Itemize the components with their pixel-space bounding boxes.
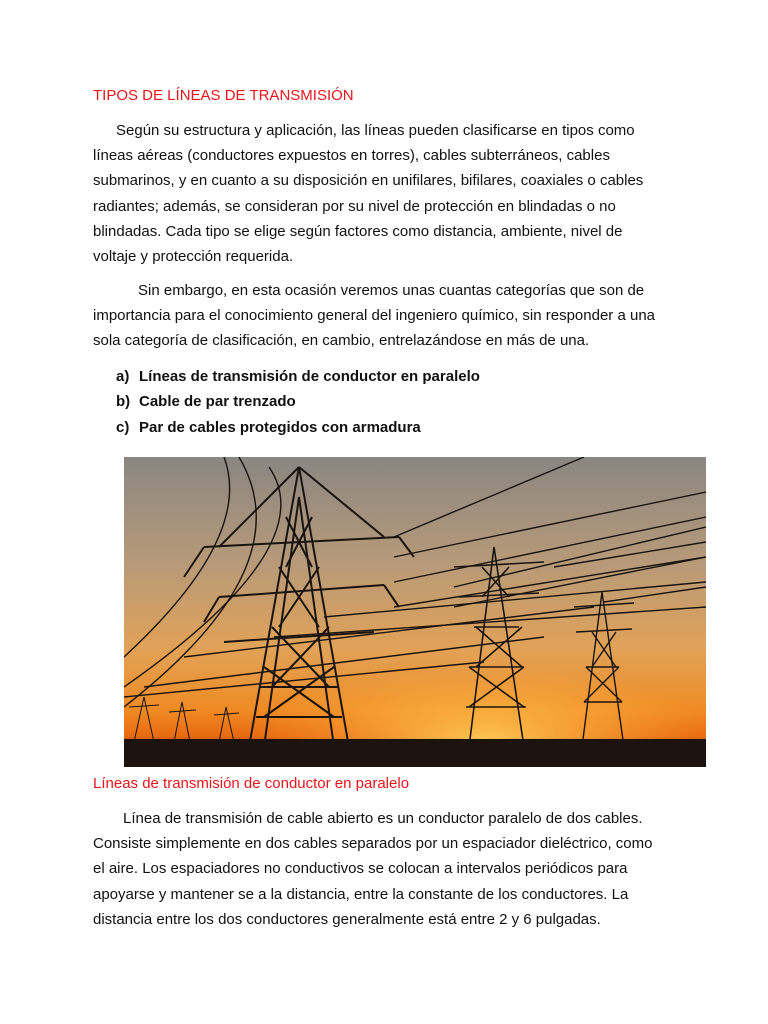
text-line: importancia para el conocimiento general del ingeniero químico, sin responder a una	[93, 307, 656, 325]
text-line: Según su estructura y aplicación, las líneas pueden clasificarse en tipos como	[116, 122, 635, 139]
list-marker: b)	[116, 393, 131, 411]
section-paragraph	[93, 806, 683, 932]
text-line: blindadas. Cada tipo se elige según factores como distancia, ambiente, nivel de	[93, 222, 623, 240]
text-line: el aire. Los espaciadores no conductivos se colocan a intervalos periódicos para	[93, 860, 628, 878]
list-item-label: Líneas de transmisión de conductor en paralelo	[139, 368, 480, 385]
list-marker: c)	[116, 418, 130, 436]
second-paragraph	[93, 278, 683, 354]
intro-paragraph	[93, 118, 683, 269]
transmission-towers-photo	[124, 457, 706, 767]
list-item-label: Cable de par trenzado	[139, 393, 296, 411]
list-item	[116, 389, 480, 414]
text-line: submarinos, y en cuanto a su disposición en unifilares, bifilares, coaxiales o cables	[93, 172, 644, 190]
list-item	[116, 364, 480, 389]
text-line: Sin embargo, en esta ocasión veremos unas cuantas categorías que son de	[138, 282, 645, 299]
text-line: líneas aéreas (conductores expuestos en torres), cables subterráneos, cables	[93, 147, 610, 165]
list-item	[116, 415, 480, 440]
section-heading: Líneas de transmisión de conductor en paralelo	[93, 775, 410, 792]
text-line: sola categoría de clasificación, en cambio, entrelazándose en más de una.	[93, 332, 590, 350]
list-marker: a)	[116, 368, 130, 385]
text-line: apoyarse y mantener se a la distancia, entre la constante de los conductores. La	[93, 885, 629, 903]
text-line: Consiste simplemente en dos cables separados por un espaciador dieléctrico, como	[93, 835, 653, 853]
text-line: Línea de transmisión de cable abierto es un conductor paralelo de dos cables.	[123, 810, 643, 827]
text-line: voltaje y protección requerida.	[93, 248, 294, 266]
category-list	[116, 364, 480, 440]
text-line: radiantes; además, se consideran por su nivel de protección en blindadas o no	[93, 197, 616, 215]
list-item-label: Par de cables protegidos con armadura	[139, 418, 421, 436]
text-line: distancia entre los dos conductores generalmente está entre 2 y 6 pulgadas.	[93, 910, 601, 928]
document-title: TIPOS DE LÍNEAS DE TRANSMISIÓN	[93, 87, 354, 104]
